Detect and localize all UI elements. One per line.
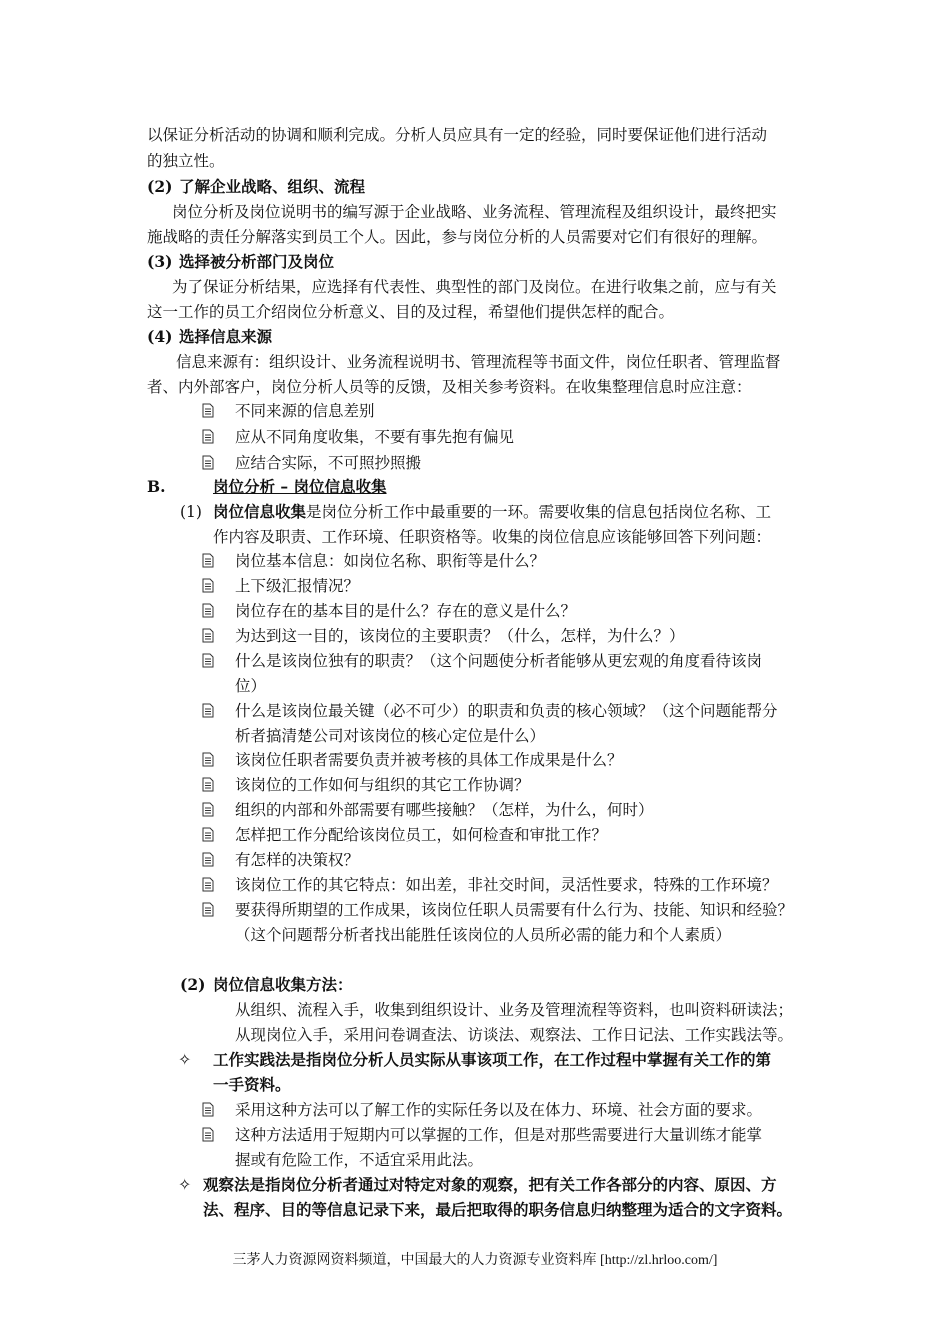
question-item: 怎样把工作分配给该岗位员工，如何检查和审批工作？ [235,826,608,844]
question-item: 该岗位的工作如何与组织的其它工作协调？ [235,776,530,794]
question-item: 组织的内部和外部需要有哪些接触？（怎样，为什么，何时） [235,801,654,819]
document-bullet-icon [202,852,216,868]
document-bullet-icon [202,877,216,893]
section-heading: 选择被分析部门及岗位 [179,252,335,271]
paragraph-text: 是岗位分析工作中最重要的一环。需要收集的信息包括岗位名称、工 [306,503,772,521]
document-bullet-icon [202,578,216,594]
document-bullet-icon [202,1102,216,1118]
paragraph-line: 从现岗位入手，采用问卷调查法、访谈法、观察法、工作日记法、工作实践法等。 [235,1026,794,1044]
method-description: 观察法是指岗位分析者通过对特定对象的观察，把有关工作各部分的内容、原因、方 [203,1175,777,1194]
question-item: 什么是该岗位最关键（必不可少）的职责和负责的核心领域？（这个问题能帮分 [235,702,778,720]
method-description: 一手资料。 [213,1075,291,1094]
document-bullet-icon [202,802,216,818]
paragraph-line [213,501,771,523]
list-item: 采用这种方法可以了解工作的实际任务以及在体力、环境、社会方面的要求。 [235,1101,763,1119]
section-number: (2) [147,177,173,196]
document-bullet-icon [202,752,216,768]
document-bullet-icon [202,403,216,419]
section-heading: 选择信息来源 [179,327,273,346]
document-bullet-icon [202,827,216,843]
paragraph-line: 以保证分析活动的协调和顺利完成。分析人员应具有一定的经验，同时要保证他们进行活动 [147,126,768,144]
document-bullet-icon [202,429,216,445]
question-item-continued: （这个问题帮分析者找出能胜任该岗位的人员所必需的能力和个人素质） [235,926,732,944]
subsection-heading: 岗位信息收集方法： [213,975,353,994]
question-item: 为达到这一目的，该岗位的主要职责？（什么，怎样，为什么？） [235,627,685,645]
document-bullet-icon [202,902,216,918]
page-footer: 三茅人力资源网资料频道，中国最大的人力资源专业资料库 [http://zl.hrloo.com/] [232,1253,718,1268]
list-item-continued: 握或有危险工作，不适宜采用此法。 [235,1151,484,1169]
question-item: 岗位存在的基本目的是什么？存在的意义是什么？ [235,602,577,620]
question-item-continued: 位） [235,677,267,695]
question-item: 该岗位工作的其它特点：如出差，非社交时间，灵活性要求，特殊的工作环境？ [235,876,778,894]
paragraph-line: 岗位分析及岗位说明书的编写源于企业战略、业务流程、管理流程及组织设计，最终把实 [172,203,777,221]
method-description: 工作实践法是指岗位分析人员实际从事该项工作，在工作过程中掌握有关工作的第 [213,1050,772,1069]
paragraph-line: 为了保证分析结果，应选择有代表性、典型性的部门及岗位。在进行收集之前，应与有关 [172,278,777,296]
document-bullet-icon [202,777,216,793]
paragraph-line: 施战略的责任分解落实到员工个人。因此，参与岗位分析的人员需要对它们有很好的理解。 [147,228,768,246]
list-item: 应从不同角度收集，不要有事先抱有偏见 [235,428,515,446]
section-title: 岗位分析 – 岗位信息收集 [213,477,387,496]
section-number: (3) [147,252,173,271]
question-item-continued: 析者搞清楚公司对该岗位的核心定位是什么） [235,727,546,745]
question-item: 什么是该岗位独有的职责？（这个问题使分析者能够从更宏观的角度看待该岗 [235,652,763,670]
document-bullet-icon [202,553,216,569]
question-item: 上下级汇报情况？ [235,577,360,595]
document-bullet-icon [202,628,216,644]
paragraph-line: 的独立性。 [147,152,225,170]
document-bullet-icon [202,1127,216,1143]
subsection-number: (1) [180,503,202,521]
paragraph-line: 从组织、流程入手，收集到组织设计、业务及管理流程等资料，也叫资料研读法； [235,1001,794,1019]
list-item: 应结合实际，不可照抄照搬 [235,454,422,472]
document-bullet-icon [202,703,216,719]
section-heading: 了解企业战略、组织、流程 [179,177,366,196]
subsection-number: (2) [180,975,206,994]
paragraph-line: 作内容及职责、工作环境、任职资格等。收集的岗位信息应该能够回答下列问题： [213,528,772,546]
diamond-bullet-icon: ✧ [178,1175,192,1194]
method-description: 法、程序、目的等信息记录下来，最后把取得的职务信息归纳整理为适合的文字资料。 [203,1200,793,1219]
section-number: (4) [147,327,173,346]
bold-term: 岗位信息收集 [213,502,307,521]
question-item: 岗位基本信息：如岗位名称、职衔等是什么？ [235,552,546,570]
paragraph-line: 者、内外部客户，岗位分析人员等的反馈，及相关参考资料。在收集整理信息时应注意： [147,378,752,396]
document-bullet-icon [202,653,216,669]
paragraph-line: 信息来源有：组织设计、业务流程说明书、管理流程等书面文件，岗位任职者、管理监督 [176,353,781,371]
document-bullet-icon [202,455,216,471]
list-item: 这种方法适用于短期内可以掌握的工作，但是对那些需要进行大量训练才能掌 [235,1126,763,1144]
paragraph-line: 这一工作的员工介绍岗位分析意义、目的及过程，希望他们提供怎样的配合。 [147,303,675,321]
list-item: 不同来源的信息差别 [235,402,375,420]
question-item: 要获得所期望的工作成果，该岗位任职人员需要有什么行为、技能、知识和经验？ [235,901,794,919]
question-item: 有怎样的决策权？ [235,851,360,869]
diamond-bullet-icon: ✧ [178,1050,192,1069]
section-label: B. [147,477,166,496]
document-bullet-icon [202,603,216,619]
question-item: 该岗位任职者需要负责并被考核的具体工作成果是什么？ [235,751,623,769]
